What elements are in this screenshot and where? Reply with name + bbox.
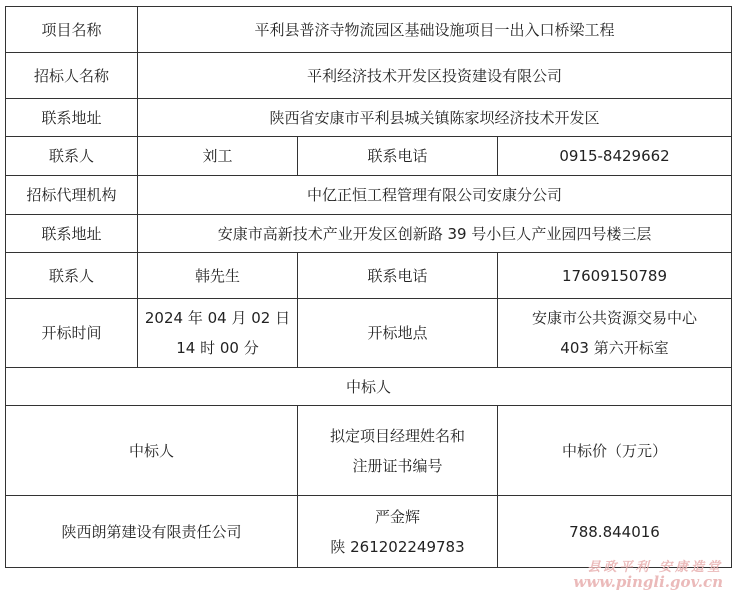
agency-phone-label: 联系电话 [298, 253, 498, 299]
agency-address-value: 安康市高新技术产业开发区创新路 39 号小巨人产业园四号楼三层 [138, 215, 732, 253]
opening-date: 2024 年 04 月 02 日 [144, 309, 291, 327]
agency-value: 中亿正恒工程管理有限公司安康分公司 [138, 176, 732, 215]
row-tenderer-contact [6, 137, 732, 176]
row-winner-data [6, 496, 732, 568]
row-winner-headers [6, 406, 732, 496]
opening-place-label: 开标地点 [298, 299, 498, 368]
price-col-header: 中标价（万元） [498, 406, 732, 496]
agency-contact-label: 联系人 [6, 253, 138, 299]
tenderer-phone-value: 0915-8429662 [498, 137, 732, 176]
tenderer-address-label: 联系地址 [6, 99, 138, 137]
winner-section-title: 中标人 [6, 368, 732, 406]
row-tenderer-address [6, 99, 732, 137]
project-name-label: 项目名称 [6, 7, 138, 53]
manager-name: 严金辉 [374, 507, 420, 526]
opening-hour: 14 时 00 分 [176, 339, 259, 357]
tenderer-phone-label: 联系电话 [298, 137, 498, 176]
manager-col-header [298, 406, 498, 496]
winning-price: 788.844016 [498, 496, 732, 568]
row-project-name [6, 7, 732, 53]
row-agency [6, 176, 732, 215]
manager-info [298, 496, 498, 568]
watermark-text: 县政平利 安康造堂 [587, 560, 723, 575]
row-opening [6, 299, 732, 368]
agency-address-label: 联系地址 [6, 215, 138, 253]
row-tenderer [6, 53, 732, 99]
tender-info-table [5, 6, 732, 568]
opening-place-venue: 安康市公共资源交易中心 [532, 309, 698, 327]
tenderer-address-value: 陕西省安康市平利县城关镇陈家坝经济技术开发区 [138, 99, 732, 137]
opening-place-room: 403 第六开标室 [560, 339, 669, 357]
manager-col-header-line2: 注册证书编号 [352, 456, 443, 475]
agency-phone-value: 17609150789 [498, 253, 732, 299]
row-agency-address [6, 215, 732, 253]
tenderer-label: 招标人名称 [6, 53, 138, 99]
winner-name: 陕西朗第建设有限责任公司 [6, 496, 298, 568]
opening-time-label: 开标时间 [6, 299, 138, 368]
manager-cert: 陕 261202249783 [330, 537, 465, 556]
opening-place-value [498, 299, 732, 368]
winner-col-header: 中标人 [6, 406, 298, 496]
agency-contact-value: 韩先生 [138, 253, 298, 299]
tenderer-value: 平利经济技术开发区投资建设有限公司 [138, 53, 732, 99]
row-agency-contact [6, 253, 732, 299]
project-name-value: 平利县普济寺物流园区基础设施项目一出入口桥梁工程 [138, 7, 732, 53]
agency-label: 招标代理机构 [6, 176, 138, 215]
tenderer-contact-value: 刘工 [138, 137, 298, 176]
tenderer-contact-label: 联系人 [6, 137, 138, 176]
manager-col-header-line1: 拟定项目经理姓名和 [329, 426, 465, 445]
opening-time-value [138, 299, 298, 368]
watermark-url: www.pingli.gov.cn [573, 573, 723, 591]
row-winner-section [6, 368, 732, 406]
